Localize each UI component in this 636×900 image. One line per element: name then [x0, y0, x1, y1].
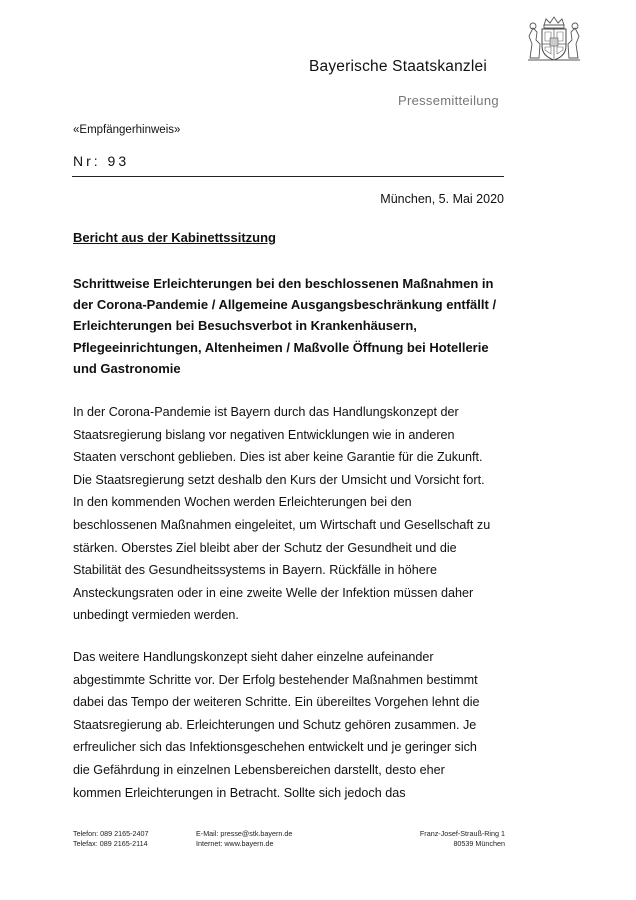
text-line: Ansteckungsraten oder in eine zweite Welle der Infektion müssen daher: [73, 585, 474, 600]
press-release-number: Nr: 93: [73, 153, 130, 169]
subtitle-line: der Corona-Pandemie / Allgemeine Ausgangsbeschränkung entfällt /: [73, 297, 497, 313]
text-line: Das weitere Handlungskonzept sieht daher einzelne aufeinander: [73, 650, 434, 664]
text-line: kommen Erleichterungen in Betracht. Sollte sich jedoch das: [73, 785, 406, 800]
text-line: Die Staatsregierung setzt deshalb den Kurs der Umsicht und Vorsicht fort.: [73, 472, 485, 487]
text-line: Staatsregierung ab. Erleichterungen und Schutz gehören zusammen. Je: [73, 717, 477, 732]
organization-name: Bayerische Staatskanzlei: [309, 58, 487, 75]
body-paragraph-1: [73, 401, 513, 627]
footer-address-block: [420, 829, 505, 848]
subtitle-line: Erleichterungen bei Besuchsverbot in Krankenhäusern,: [73, 318, 417, 334]
release-subtitle: [73, 273, 513, 379]
body-paragraph-2: [73, 646, 513, 804]
release-date: München, 5. Mai 2020: [380, 192, 504, 206]
footer-email: E-Mail: presse@stk.bayern.de: [196, 829, 293, 838]
coat-of-arms-icon: [524, 14, 584, 64]
section-heading: Bericht aus der Kabinettssitzung: [73, 230, 276, 245]
text-line: In den kommenden Wochen werden Erleichterungen bei den: [73, 495, 412, 510]
footer-street: Franz-Josef-Strauß-Ring 1: [419, 829, 505, 838]
text-line: unbedingt vermieden werden.: [73, 608, 239, 623]
text-line: Staaten verschont geblieben. Dies ist aber keine Garantie für die Zukunft.: [73, 450, 483, 465]
text-line: erfreulicher sich das Infektionsgeschehen entwickelt und je geringer sich: [73, 740, 477, 755]
document-type: Pressemitteilung: [398, 93, 499, 108]
text-line: In der Corona-Pandemie ist Bayern durch das Handlungskonzept der: [73, 405, 459, 419]
recipient-note: «Empfängerhinweis»: [73, 124, 181, 136]
footer-phone-block: [73, 829, 149, 848]
subtitle-line: Schrittweise Erleichterungen bei den beschlossenen Maßnahmen in: [73, 276, 494, 291]
text-line: die Gefährdung in einzelnen Lebensbereichen darstellt, desto eher: [73, 762, 445, 777]
text-line: dabei das Tempo der weiteren Schritte. Ein übereiltes Vorgehen lehnt die: [73, 695, 480, 710]
text-line: stärken. Oberstes Ziel bleibt aber der Schutz der Gesundheit und die: [73, 540, 457, 555]
header-divider: [72, 176, 504, 177]
footer-phone: Telefon: 089 2165-2407: [73, 829, 149, 838]
text-line: beschlossenen Maßnahmen eingeleitet, um Wirtschaft und Gesellschaft zu: [73, 517, 491, 532]
footer-contact-block: [196, 829, 292, 848]
subtitle-line: Pflegeeinrichtungen, Altenheimen / Maßvolle Öffnung bei Hotellerie: [73, 339, 489, 355]
footer-fax: Telefax: 089 2165-2114: [73, 838, 148, 848]
footer-city: 80539 München: [453, 838, 505, 848]
text-line: Stabilität des Gesundheitssystems in Bayern. Rückfälle in höhere: [73, 563, 438, 578]
text-line: Staatsregierung bislang vor negativen Entwicklungen wie in anderen: [73, 427, 455, 442]
text-line: abgestimmte Schritte vor. Der Erfolg bestehender Maßnahmen bestimmt: [73, 672, 478, 687]
subtitle-line: und Gastronomie: [73, 360, 181, 376]
footer-internet: Internet: www.bayern.de: [196, 838, 274, 848]
